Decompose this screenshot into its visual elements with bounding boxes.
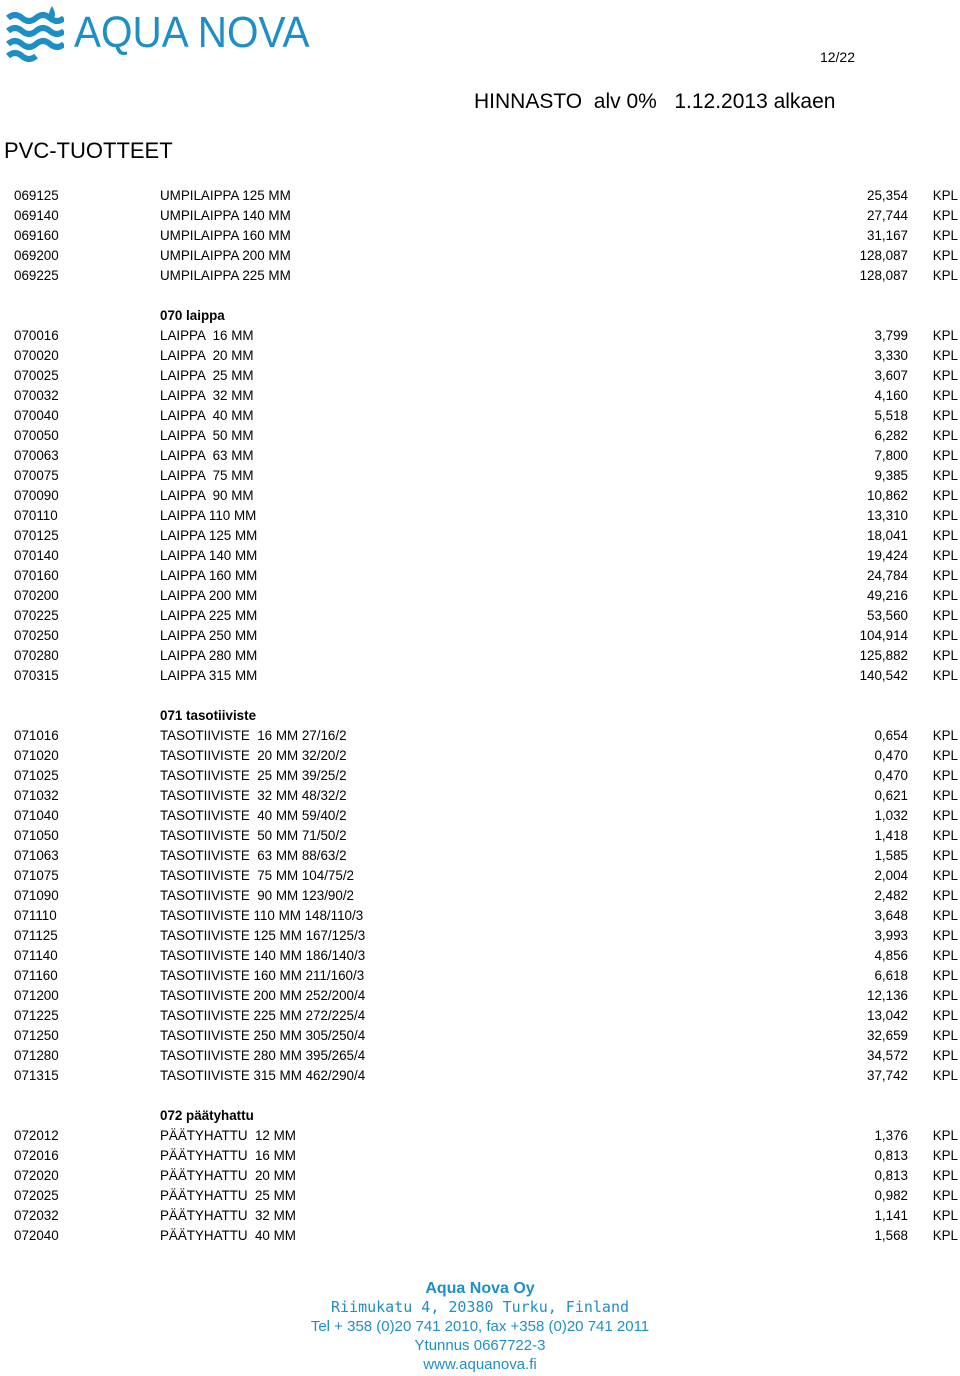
product-unit: KPL [932, 388, 958, 403]
table-row [0, 1126, 960, 1146]
product-code: 070016 [14, 328, 59, 343]
table-row [0, 1006, 960, 1026]
product-unit: KPL [932, 848, 958, 863]
product-code: 070040 [14, 408, 59, 423]
product-code: 070063 [14, 448, 59, 463]
product-name: TASOTIIVISTE 280 MM 395/265/4 [160, 1048, 366, 1063]
product-price: 104,914 [859, 628, 908, 643]
product-unit: KPL [932, 468, 958, 483]
table-row [0, 586, 960, 606]
product-unit: KPL [932, 348, 958, 363]
product-name: TASOTIIVISTE 25 MM 39/25/2 [160, 768, 347, 783]
price-list-title: HINNASTO alv 0% 1.12.2013 alkaen [474, 90, 836, 113]
table-row [0, 486, 960, 506]
product-code: 071075 [14, 868, 59, 883]
product-price: 53,560 [867, 608, 908, 623]
product-code: 069160 [14, 228, 59, 243]
product-price: 125,882 [859, 648, 908, 663]
product-unit: KPL [932, 448, 958, 463]
product-price: 37,742 [867, 1068, 908, 1083]
product-name: LAIPPA 75 MM [160, 468, 254, 483]
product-code: 071160 [14, 968, 58, 983]
product-unit: KPL [932, 988, 958, 1003]
product-name: TASOTIIVISTE 140 MM 186/140/3 [160, 948, 366, 963]
product-unit: KPL [932, 928, 958, 943]
table-row [0, 246, 960, 266]
product-unit: KPL [932, 208, 958, 223]
product-code: 070200 [14, 588, 59, 603]
table-row [0, 346, 960, 366]
product-name: LAIPPA 90 MM [160, 488, 254, 503]
group-heading [0, 306, 960, 326]
product-name: TASOTIIVISTE 200 MM 252/200/4 [160, 988, 366, 1003]
product-name: UMPILAIPPA 160 MM [160, 228, 291, 243]
group-spacer [0, 286, 960, 306]
product-name: TASOTIIVISTE 250 MM 305/250/4 [160, 1028, 366, 1043]
table-row [0, 546, 960, 566]
product-unit: KPL [932, 768, 958, 783]
product-unit: KPL [932, 248, 958, 263]
product-unit: KPL [932, 408, 958, 423]
table-row [0, 886, 960, 906]
product-name: LAIPPA 125 MM [160, 528, 258, 543]
product-price: 6,618 [874, 968, 908, 983]
product-unit: KPL [932, 1188, 958, 1203]
product-unit: KPL [932, 188, 958, 203]
product-name: TASOTIIVISTE 20 MM 32/20/2 [160, 748, 347, 763]
product-name: PÄÄTYHATTU 32 MM [160, 1208, 296, 1223]
product-name: TASOTIIVISTE 125 MM 167/125/3 [160, 928, 366, 943]
product-unit: KPL [932, 428, 958, 443]
product-name: TASOTIIVISTE 63 MM 88/63/2 [160, 848, 347, 863]
product-name: LAIPPA 110 MM [160, 508, 257, 523]
price-table [0, 186, 960, 1246]
product-name: LAIPPA 63 MM [160, 448, 254, 463]
table-row [0, 626, 960, 646]
product-unit: KPL [932, 1048, 958, 1063]
product-name: LAIPPA 160 MM [160, 568, 258, 583]
table-row [0, 866, 960, 886]
product-code: 071280 [14, 1048, 59, 1063]
group-title: 071 tasotiiviste [160, 708, 257, 723]
product-price: 27,744 [867, 208, 908, 223]
table-row [0, 766, 960, 786]
product-unit: KPL [932, 648, 958, 663]
product-price: 0,654 [874, 728, 908, 743]
product-code: 069225 [14, 268, 59, 283]
product-code: 070090 [14, 488, 59, 503]
product-price: 0,621 [874, 788, 908, 803]
logo-text: AQUA NOVA [74, 8, 310, 57]
product-name: LAIPPA 225 MM [160, 608, 258, 623]
product-name: TASOTIIVISTE 160 MM 211/160/3 [160, 968, 365, 983]
product-name: LAIPPA 40 MM [160, 408, 254, 423]
product-unit: KPL [932, 948, 958, 963]
product-name: LAIPPA 140 MM [160, 548, 258, 563]
product-price: 0,470 [874, 748, 908, 763]
product-price: 4,160 [874, 388, 908, 403]
table-row [0, 206, 960, 226]
product-code: 070125 [14, 528, 59, 543]
product-name: LAIPPA 20 MM [160, 348, 254, 363]
footer-address: Riimukatu 4, 20380 Turku, Finland [330, 1298, 629, 1316]
table-row [0, 746, 960, 766]
product-code: 070020 [14, 348, 59, 363]
product-code: 071032 [14, 788, 59, 803]
page-number: 12/22 [819, 49, 855, 65]
product-code: 069125 [14, 188, 59, 203]
product-code: 070140 [14, 548, 59, 563]
product-code: 072020 [14, 1168, 59, 1183]
footer-phone: Tel + 358 (0)20 741 2010, fax +358 (0)20 741 2011 [310, 1318, 650, 1335]
product-unit: KPL [932, 368, 958, 383]
product-unit: KPL [932, 328, 958, 343]
table-row [0, 646, 960, 666]
product-name: LAIPPA 200 MM [160, 588, 258, 603]
product-unit: KPL [932, 668, 958, 683]
product-price: 24,784 [867, 568, 908, 583]
product-code: 071315 [14, 1068, 59, 1083]
company-logo [6, 4, 330, 62]
table-row [0, 846, 960, 866]
table-row [0, 926, 960, 946]
product-unit: KPL [932, 628, 958, 643]
product-name: LAIPPA 250 MM [160, 628, 258, 643]
product-unit: KPL [932, 1148, 958, 1163]
product-price: 9,385 [874, 468, 908, 483]
product-price: 49,216 [867, 588, 908, 603]
product-name: TASOTIIVISTE 90 MM 123/90/2 [160, 888, 354, 903]
product-code: 071200 [14, 988, 59, 1003]
product-price: 0,470 [874, 768, 908, 783]
table-row [0, 986, 960, 1006]
product-name: LAIPPA 25 MM [160, 368, 254, 383]
product-unit: KPL [932, 568, 958, 583]
product-name: TASOTIIVISTE 110 MM 148/110/3 [160, 908, 364, 923]
product-unit: KPL [932, 608, 958, 623]
product-code: 071225 [14, 1008, 59, 1023]
product-name: LAIPPA 280 MM [160, 648, 258, 663]
product-price: 31,167 [867, 228, 908, 243]
table-row [0, 806, 960, 826]
table-row [0, 966, 960, 986]
product-code: 071125 [14, 928, 58, 943]
product-name: TASOTIIVISTE 32 MM 48/32/2 [160, 788, 347, 803]
product-unit: KPL [932, 508, 958, 523]
footer-website[interactable]: www.aquanova.fi [423, 1356, 537, 1373]
product-code: 070110 [14, 508, 58, 523]
product-code: 072025 [14, 1188, 59, 1203]
product-price: 128,087 [859, 248, 908, 263]
footer-company: Aqua Nova Oy [425, 1280, 535, 1297]
table-row [0, 566, 960, 586]
product-price: 3,993 [874, 928, 908, 943]
product-name: LAIPPA 32 MM [160, 388, 254, 403]
product-code: 071063 [14, 848, 59, 863]
product-code: 071020 [14, 748, 59, 763]
product-code: 071140 [14, 948, 58, 963]
product-unit: KPL [932, 1168, 958, 1183]
product-unit: KPL [932, 228, 958, 243]
product-price: 34,572 [867, 1048, 908, 1063]
product-name: TASOTIIVISTE 75 MM 104/75/2 [160, 868, 354, 883]
group-spacer [0, 686, 960, 706]
table-row [0, 1226, 960, 1246]
product-price: 2,004 [874, 868, 908, 883]
product-price: 140,542 [859, 668, 908, 683]
product-unit: KPL [932, 888, 958, 903]
product-code: 070315 [14, 668, 59, 683]
group-heading [0, 706, 960, 726]
product-code: 070280 [14, 648, 59, 663]
table-row [0, 1186, 960, 1206]
product-code: 069200 [14, 248, 59, 263]
table-row [0, 946, 960, 966]
product-code: 070025 [14, 368, 59, 383]
footer-business-id: Ytunnus 0667722-3 [414, 1337, 546, 1354]
product-unit: KPL [932, 908, 958, 923]
product-price: 13,310 [867, 508, 908, 523]
product-unit: KPL [932, 1008, 958, 1023]
product-code: 070250 [14, 628, 59, 643]
product-code: 071250 [14, 1028, 59, 1043]
table-row [0, 906, 960, 926]
product-price: 1,585 [874, 848, 908, 863]
table-row [0, 1206, 960, 1226]
group-spacer [0, 1086, 960, 1106]
product-code: 069140 [14, 208, 59, 223]
product-name: UMPILAIPPA 125 MM [160, 188, 291, 203]
product-price: 12,136 [867, 988, 908, 1003]
product-unit: KPL [932, 788, 958, 803]
product-code: 070225 [14, 608, 59, 623]
product-name: PÄÄTYHATTU 40 MM [160, 1228, 296, 1243]
water-waves-icon [6, 4, 64, 62]
product-name: TASOTIIVISTE 225 MM 272/225/4 [160, 1008, 366, 1023]
table-row [0, 426, 960, 446]
product-unit: KPL [932, 1208, 958, 1223]
product-unit: KPL [932, 808, 958, 823]
product-price: 7,800 [874, 448, 908, 463]
product-unit: KPL [932, 588, 958, 603]
table-row [0, 526, 960, 546]
group-title: 070 laippa [160, 308, 225, 323]
table-row [0, 606, 960, 626]
product-unit: KPL [932, 268, 958, 283]
product-name: UMPILAIPPA 140 MM [160, 208, 291, 223]
product-code: 070075 [14, 468, 59, 483]
table-row [0, 1146, 960, 1166]
product-name: PÄÄTYHATTU 16 MM [160, 1148, 296, 1163]
product-unit: KPL [932, 728, 958, 743]
table-row [0, 386, 960, 406]
product-name: UMPILAIPPA 200 MM [160, 248, 291, 263]
product-name: TASOTIIVISTE 50 MM 71/50/2 [160, 828, 347, 843]
product-price: 6,282 [874, 428, 908, 443]
product-name: PÄÄTYHATTU 25 MM [160, 1188, 296, 1203]
product-price: 1,032 [874, 808, 908, 823]
table-row [0, 1046, 960, 1066]
product-price: 4,856 [874, 948, 908, 963]
product-name: PÄÄTYHATTU 12 MM [160, 1128, 296, 1143]
product-price: 32,659 [867, 1028, 908, 1043]
product-name: TASOTIIVISTE 16 MM 27/16/2 [160, 728, 347, 743]
table-row [0, 1026, 960, 1046]
product-price: 25,354 [867, 188, 908, 203]
product-unit: KPL [932, 1128, 958, 1143]
product-price: 2,482 [874, 888, 908, 903]
product-name: TASOTIIVISTE 40 MM 59/40/2 [160, 808, 347, 823]
table-row [0, 1166, 960, 1186]
product-unit: KPL [932, 868, 958, 883]
product-name: LAIPPA 315 MM [160, 668, 258, 683]
table-row [0, 406, 960, 426]
product-name: LAIPPA 50 MM [160, 428, 254, 443]
product-unit: KPL [932, 528, 958, 543]
product-name: TASOTIIVISTE 315 MM 462/290/4 [160, 1068, 366, 1083]
product-code: 071050 [14, 828, 59, 843]
product-code: 072032 [14, 1208, 59, 1223]
product-price: 0,982 [874, 1188, 908, 1203]
product-code: 072012 [14, 1128, 59, 1143]
product-price: 13,042 [867, 1008, 908, 1023]
product-price: 1,376 [874, 1128, 908, 1143]
product-code: 071016 [14, 728, 59, 743]
product-unit: KPL [932, 488, 958, 503]
table-row [0, 786, 960, 806]
product-price: 18,041 [867, 528, 908, 543]
product-price: 128,087 [859, 268, 908, 283]
product-code: 070160 [14, 568, 59, 583]
footer [0, 1279, 960, 1374]
product-code: 071090 [14, 888, 59, 903]
product-price: 19,424 [867, 548, 908, 563]
product-code: 070032 [14, 388, 59, 403]
product-unit: KPL [932, 828, 958, 843]
table-row [0, 666, 960, 686]
product-code: 070050 [14, 428, 59, 443]
product-price: 5,518 [874, 408, 908, 423]
product-name: PÄÄTYHATTU 20 MM [160, 1168, 296, 1183]
table-row [0, 186, 960, 206]
product-price: 1,568 [874, 1228, 908, 1243]
table-row [0, 466, 960, 486]
group-heading [0, 1106, 960, 1126]
product-price: 1,418 [874, 828, 908, 843]
product-code: 072016 [14, 1148, 59, 1163]
product-price: 3,648 [874, 908, 908, 923]
table-row [0, 726, 960, 746]
product-price: 3,330 [874, 348, 908, 363]
table-row [0, 446, 960, 466]
table-row [0, 506, 960, 526]
table-row [0, 266, 960, 286]
table-row [0, 326, 960, 346]
group-title: 072 päätyhattu [160, 1108, 254, 1123]
product-code: 072040 [14, 1228, 59, 1243]
product-price: 10,862 [867, 488, 908, 503]
section-title: PVC-TUOTTEET [4, 138, 173, 163]
table-row [0, 226, 960, 246]
product-name: UMPILAIPPA 225 MM [160, 268, 291, 283]
product-unit: KPL [932, 1228, 958, 1243]
table-row [0, 366, 960, 386]
table-row [0, 826, 960, 846]
product-unit: KPL [932, 748, 958, 763]
product-price: 1,141 [874, 1208, 908, 1223]
product-unit: KPL [932, 1028, 958, 1043]
product-name: LAIPPA 16 MM [160, 328, 254, 343]
product-price: 3,799 [874, 328, 908, 343]
product-unit: KPL [932, 1068, 958, 1083]
table-row [0, 1066, 960, 1086]
product-price: 0,813 [874, 1168, 908, 1183]
product-unit: KPL [932, 548, 958, 563]
product-code: 071110 [14, 908, 57, 923]
product-code: 071040 [14, 808, 59, 823]
product-price: 0,813 [874, 1148, 908, 1163]
product-unit: KPL [932, 968, 958, 983]
product-price: 3,607 [874, 368, 908, 383]
product-code: 071025 [14, 768, 59, 783]
